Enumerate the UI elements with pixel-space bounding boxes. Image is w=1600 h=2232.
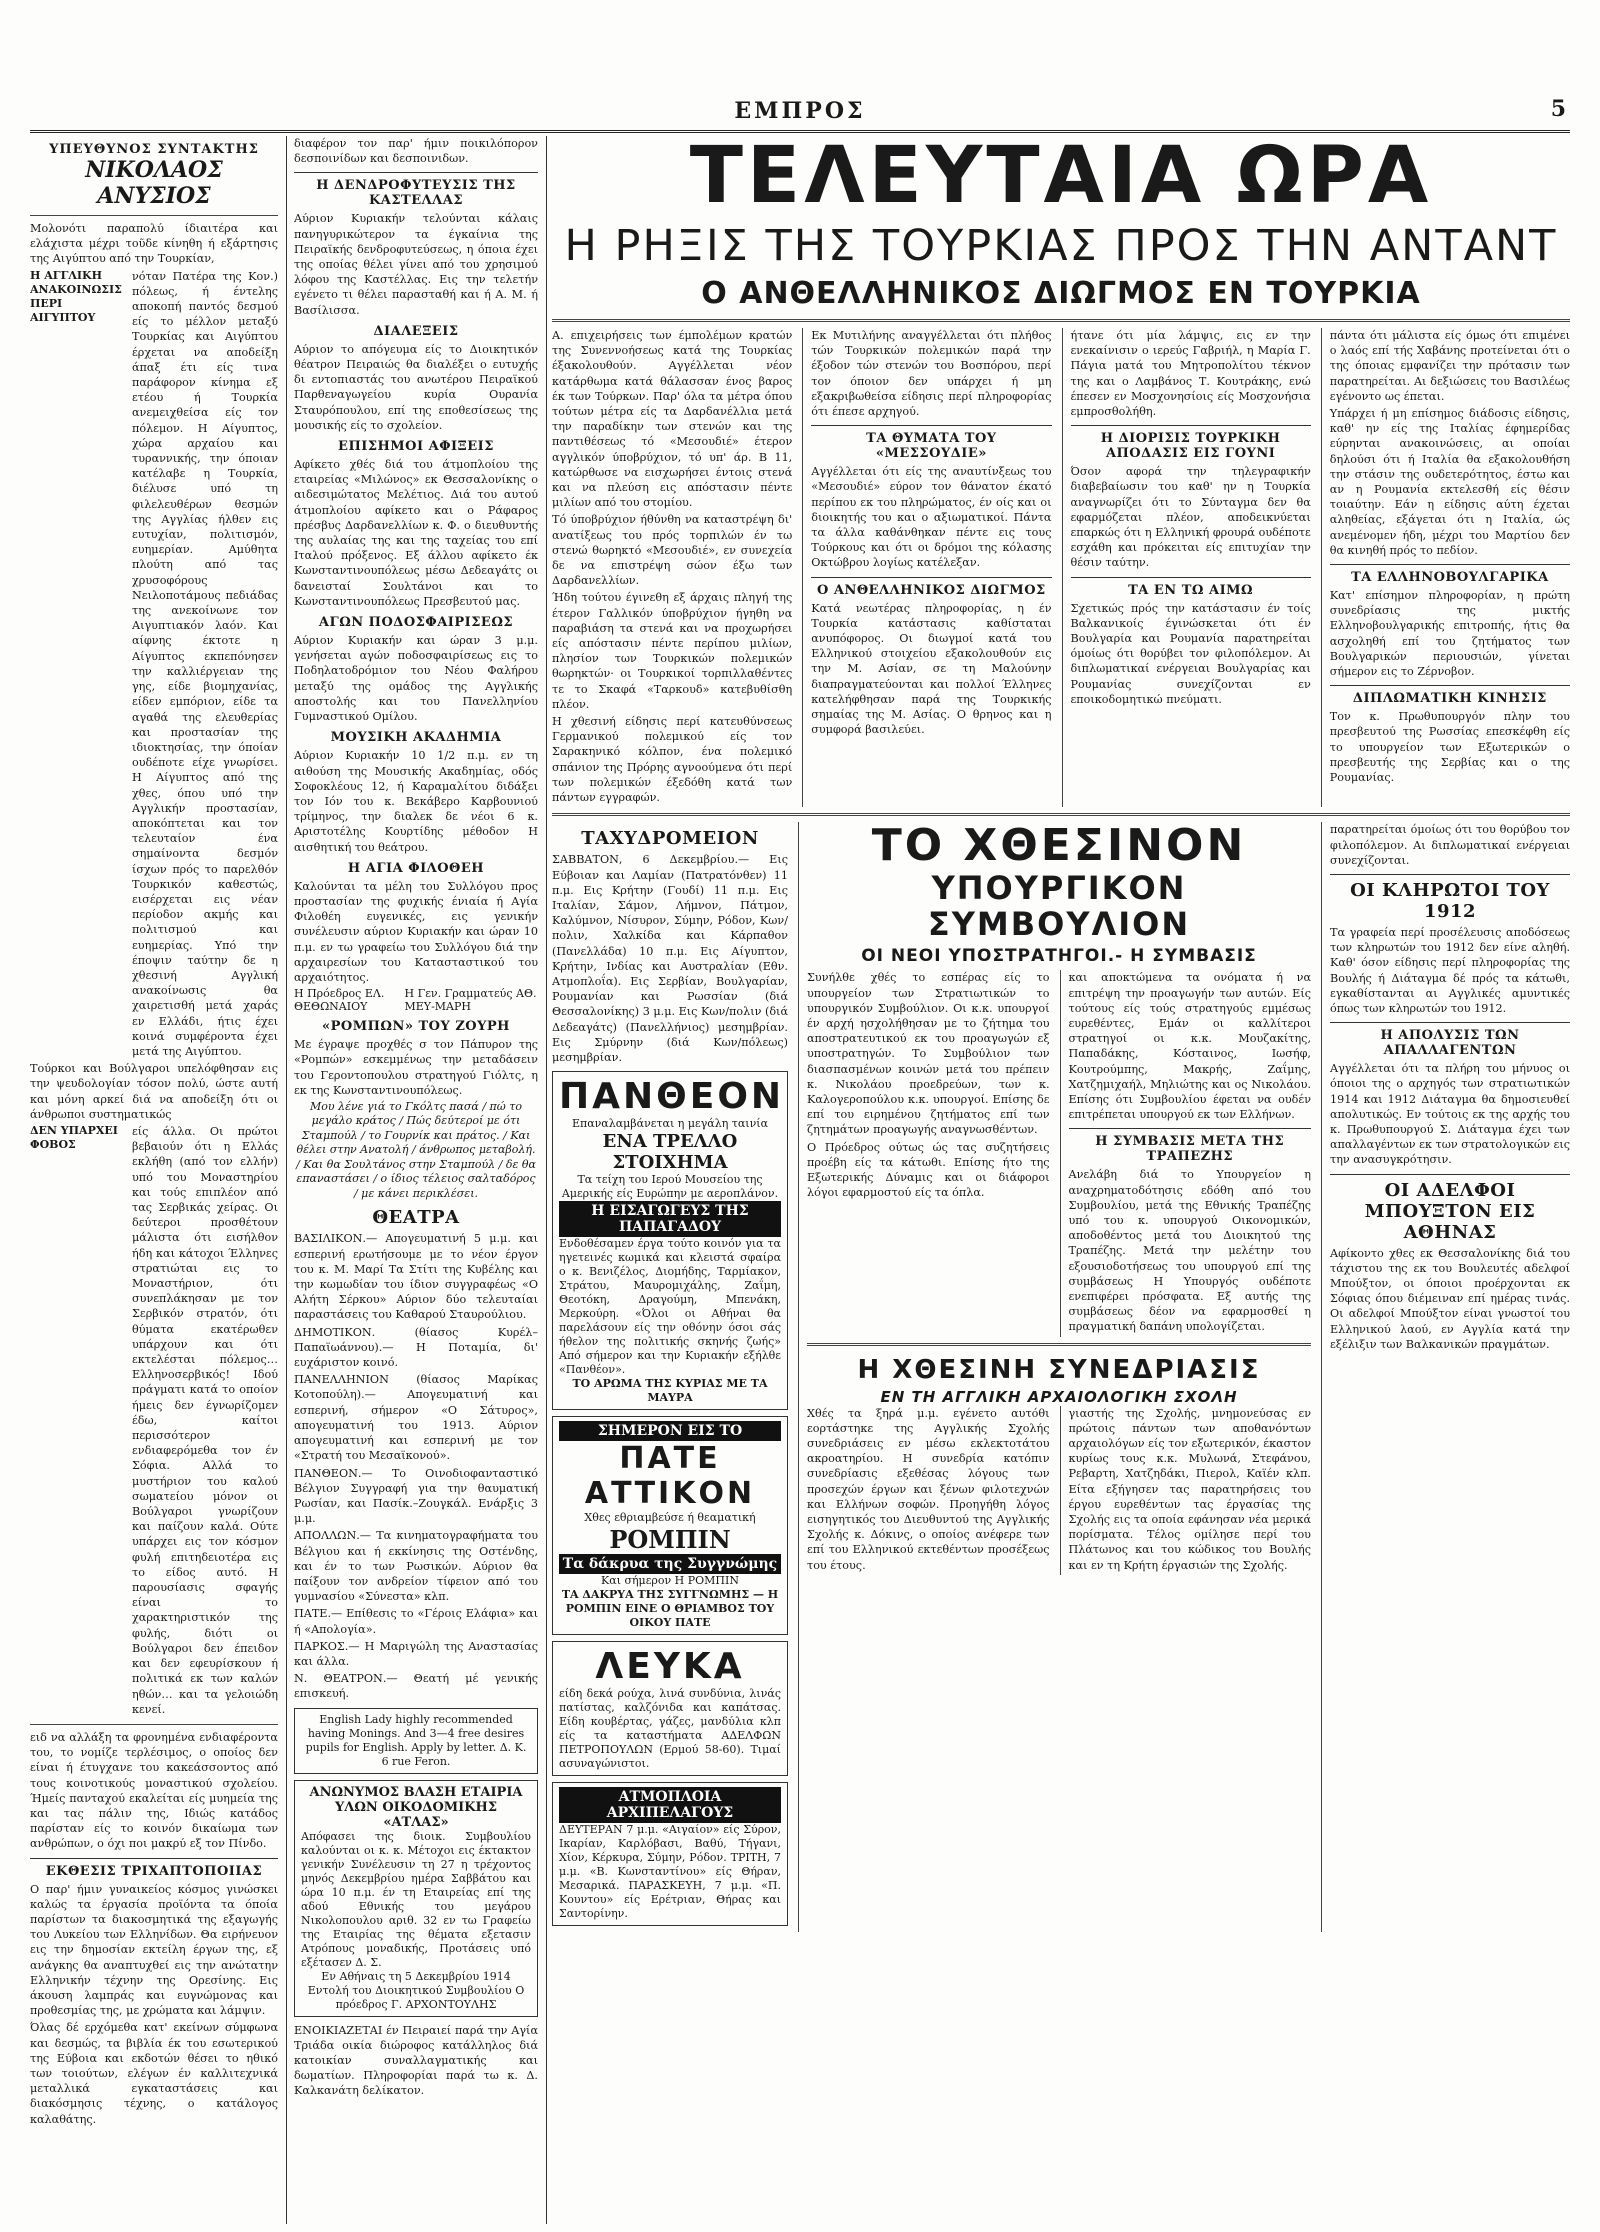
cinema-ad-pate [552, 1416, 788, 1635]
page-number: 5 [1550, 96, 1566, 122]
article-heading: «ΡΟΜΠΩΝ» ΤΟΥ ΖΟΥΡΗ [322, 1019, 510, 1035]
article-paragraph: Κατ' επίσημον πληροφορίαν, η πρώτη συνεδρίασις της μικτής Ελληνοβουλγαρικής επιτροπής, ήτις θα ασχοληθή επί του ζητήματος των Βουλγαρικών περιουσιών, γίνεται σήμερον εις το Ζέρνοβον. [1329, 589, 1570, 679]
article-paragraph: Αγγέλλεται ότι τα πλήρη του μήνυος οι όποιοι της ο αρχηγός των στρατιωτικών 1914 και 1912 Διάταγμα θα δημοσιευθεί απολυτικώς. Εν τούτοις εκ της αρχής του κ. Πρωθυπουργού Σ. Διάταγμα έχει των απαλλαγέντων εκ των στρατολογικών εις την ανασυγκρότησιν. [1330, 1062, 1570, 1167]
subcolumn [1060, 970, 1312, 1336]
ad-text: Απόφασει της διοικ. Συμβουλίου καλούνται οι κ. κ. Μέτοχοι εις έκτακτον γενικήν Συνέλευσιν τη 27 η τρέχοντος μηνός Δεκεμβρίου ημέρα Σαββάτου και ώρα 10 π.μ. έν τη Εταιρείας επί της αδού Εθνικής του μεγάρου Νικολοπουλου αριθ. 32 εν τω Γραφείω της Εταιρίας της θέματα εξετασιν Ατρόπους μοναδικής, Προτάσεις υπό εξέτασεν Δ. Σ. [301, 1829, 531, 1969]
article-heading: Η ΑΓΓΛΙΚΗ ΑΝΑΚΟΙΝΩΣΙΣ ΠΕΡΙ ΑΙΓΥΠΤΟΥ [30, 268, 122, 324]
theatre-listing: ΒΑΣΙΛΙΚΟΝ.— Απογευματινή 5 μ.μ. και εσπερινή ερωτήσουμε με το νέον έργον του κ. Μ. Μαρί Τα Στίτι της Κυβέλης και την κωμωδίαν του ίδιον συγγραφέως «Ο Αλήτη Σέρκου» Αύριον δύο τελευταίαι παραστάσεις του Καθαρού Σταυρούλιου. [294, 1232, 538, 1322]
article-paragraph: Κατά νεωτέρας πληροφορίας, η έν Τουρκία κατάστασις καθίσταται ανυπόφορος. Οι διωγμοί κατά του Ελληνικού στοιχείου εξακολουθούν εις την Μ. Ασίαν, σε τη Μαλούνην διαπραγματεύονται και πολλοί Έλληνες κατελήφθησαν παρά της Τουρκικής σημαίας της Μ. Ασίας. Ο θρηνος και η συμφορά βασιλεύει. [811, 601, 1052, 737]
subcolumn [1321, 328, 1570, 807]
headline-line: ΕΝ ΤΗ ΑΓΓΛΙΚΗ ΑΡΧΑΙΟΛΟΓΙΚΗ ΣΧΟΛΗ [880, 1387, 1238, 1406]
article-paragraph: Αφίκετο χθές διά του άτμοπλοίου της εταιρείας «Μιλώνος» εκ Θεσσαλονίκης ο αιδεσιμώτατος Μελέτιος. Διά του αυτού άτμοπλοίου αφίκετο και ο Ράφαρος πρέσβυς Δαρδανελλίων κ. Φ. ο διευθυντής της αυλαίας της και της ταχείας του επί Ιταλού πρόξενος. Εξ άλλου αφίκετο έκ Κωνσταντινουπόλεως μέσω Δεδεαγάτς οι δανεισταί Σουλτάνοι και το Κωνσταντινουπόλεως Πρεσβευτού μας. [294, 458, 538, 608]
ad-title: ΑΤΜΟΠΛΟΙΑ ΑΡΧΙΠΕΛΑΓΟΥΣ [559, 1787, 781, 1823]
subcolumn [1062, 328, 1311, 807]
subcolumn [807, 970, 1050, 1336]
article-paragraph: Αύριον Κυριακήν τελούνται κάλαις πανηγυρικώτερον τα έγκαίνια της Πειραϊκής δενδροφυτεύσεως, η όποια έχει της οποίας θέλει γίνει από του χρησιμού λόφου της Καστέλλας. Εις την τελετήν εγένετο τι θέλει παρασταθή και ή Α. Μ. ή Βασίλισσα. [294, 212, 538, 317]
article-paragraph: Α. επιχειρήσεις των έμπολέμων κρατών της Συνεννοήσεως κατά της Τουρκίας έξακολουθούν. Αγγέλλεται νέον κατάρθωμα κατά θάλασσαν ένος βαρος έκ των Τούρκων. Παρ' όλα τα μέτρα όπου τούτων μέτρα είς τα Δαρδανέλλια μετά την παραδίκην των στενών και της παντιθέσεως τό «Μεσουδιέ» έτερον αγγλικόν ύποβρύχιον, τό υπ' άρ. Β 11, κατώρθωσε να εισχωρήσει έντοις στενά και να πλεύση εις απόστασιν πέντε μιλίων από του στομίου. [552, 329, 793, 510]
divider [807, 1343, 1311, 1346]
ad-title: ΠΑΤΕ ΑΤΤΙΚΟΝ [584, 1441, 756, 1512]
ad-title: ΑΝΩΝΥΜΟΣ ΒΛΑΣΗ ΕΤΑΙΡΙΑ ΥΛΩΝ ΟΙΚΟΔΟΜΙΚΗΣ «ΑΤΛΑΣ» [309, 1784, 523, 1830]
lead-headline: ΤΕΛΕΥΤΑΙΑ ΩΡΑ [689, 136, 1433, 221]
lead-subheadline: Η ΡΗΞΙΣ ΤΗΣ ΤΟΥΡΚΙΑΣ ΠΡΟΣ ΤΗΝ ΑΝΤΑΝΤ [564, 221, 1558, 271]
headline-line: ΤΟ ΧΘΕΣΙΝΟΝ [871, 820, 1247, 872]
theatre-listing: ΑΠΟΛΛΩΝ.— Τα κινηματογραφήματα του Βέλγιου και ή εκκίνησις της Οστένδης, και έν το των Ρωσικών. Αύριον θα παίξουν τον ανδρείον τίφειον από του γυμνασίου «Σύνεστα» κλπ. [294, 1529, 538, 1604]
article-heading: ΟΙ ΑΔΕΛΦΟΙ ΜΠΟΥΞΤΟΝ ΕΙΣ ΑΘΗΝΑΣ [1330, 1174, 1570, 1243]
poem: Μου λένε γιά το Γκόλτς πασά / πώ το μεγάλο κράτος / Πώς δεύτεροί με ότι Σταμπούλ / το Γουρνίκ και πράτος. / Και θέλει στην Ανατολή / άνθρωπος μεταβολή. / Και θα Σουλτάνος στην Σταμπούλ / δε θα επαναστάσει / ο ίδιος τέλειος σαλταδόρος / με κάνει περικλέσει. [296, 1099, 536, 1200]
ad-text: είδη δεκά ρούχα, λινά συνδύνια, λινάς πατίστας, καλζόνιδα και καπάτσας. Είδη κουβέρτας, γάζες, μανδύλια κλπ είς τα καταστήματα ΑΔΕΛΦΩΝ ΠΕΤΡΟΠΟΥΛΩΝ (Ερμού 58-60). Τιμαί ασυναγώνιστοι. [559, 1687, 781, 1771]
council-headline [807, 822, 1311, 966]
article-paragraph: Με έγραψε προχθές σ τον Πάπυρον της «Ρομπών» εσκεμμένως την μεταδάσειν του Γεροντοπουλου στρατηγού Γιόλτς, η εκ της Κωνσταντινουπόλεως. [294, 1038, 538, 1097]
company-notice [294, 1780, 538, 2017]
column-1 [30, 136, 278, 2224]
subcolumn-right [1321, 822, 1570, 1932]
article-paragraph: Μολονότι παραπολύ ίδιαιτέρα και ελάχιστα μέχρι τοῦδε κίνηθη ή εξάρτησις της Αιγύπτου από την Τουρκίαν, [30, 222, 278, 266]
article-paragraph: νόταν Πατέρα της Κον.) πόλεως, ή έντελης αποκοπή παντός δεσμού είς το μέλλον μεταξύ Τουρκίας και Αιγύπτου έρχεται να αποδείξη άπαξ έτι είς τινα παράφορον κίνημα εξ ετέου ή Τουρκία ανεμειχθείσα είς τον πόλεμον. Η Αίγυπτος, χώρα αρχαίου και τυραννικής, την όποιαν κατέλαβε η Τουρκία, διέλυσε υπό τη φιλελευθέρων θεσμών της Αγγλίας ήλθεν εις ευτυχίαν, πολιτισμόν, ευημερίαν. Αμύθητα πλούτη από τας χρυσοφόρους Νειλοποτάμους πεδιάδας της ανεκοίνωνε τον Αιγυπτιακόν λαόν. Και αίφνης έκτοτε η Αίγυπτος εκπεπόνησεν την καλλιέργειαν της γης, είδε βιομηχανίας, είδεν εμπόριον, είδε τα αγαθά της ελευθερίας και προστασίαν της ιδιοκτησίας, την όποίαν ουδέποτε είχε γνωρίσει. Η Αίγυπτος από της χθες, όπου υπό την Αγγλικήν προστασίαν, αποκόπτεται και τον τελευταίον ένα σημαίνοντα δεσμόν ίσχων πρός το παρελθόν Τουρκικόν καθεστώς, εισέρχεται εις νέαν περίοδον ακμής και πολιτισμού και ευημερίας. Υπό την έποψιν ταύτην δε η χθεσινή Αγγλική ανακοίνωσις θα χαιρετισθή μετά χαράς εν Ελλάδι, ήτις έχει κοινά συμφέροντα έχει μετά της Αιγύπτου. [132, 269, 278, 1058]
lead-subheadline-2: Ο ΑΝΘΕΛΛΗΝΙΚΟΣ ΔΙΩΓΜΟΣ ΕΝ ΤΟΥΡΚΙΑ [701, 276, 1421, 311]
article-paragraph: ειδ να αλλάξη τα φρονημένα ενδιαφέροντα του, το νομίζε τερλέσιμος, ο οποίος δεν είναι ή έτυγχανε του κακεάσσοντος από τους κοινοτικούς μοναστικού σχολείου. Ήμείς πανταχού εκαλείται είς μυημεία της και τας πάλιν της, Ιδιώς κατάδος παρίσταν είς το κοινόν δικαίωμα των ανθρώπων, ο όχι ποι μακρύ εξ τον Πίνδο. [30, 1730, 278, 1851]
ad-text: ΤΑ ΔΑΚΡΥΑ ΤΗΣ ΣΥΓΓΝΩΜΗΣ — Η ΡΟΜΠΙΝ ΕΙΝΕ Ο ΘΡΙΑΜΒΟΣ ΤΟΥ ΟΙΚΟΥ ΠΑΤΕ [561, 1588, 779, 1630]
article-heading: ΕΠΙΣΗΜΟΙ ΑΦΙΞΕΙΣ [338, 439, 494, 455]
article-paragraph: Καλούνται τα μέλη του Συλλόγου προς προστασίαν της φυχικής ένιαία ή Αγία Φιλοθέη ευγενικές, εις γενικήν συνέλευσιν αύριον Κυριακήν και ώραν 10 π.μ. εν τω γραφείω του Συλλόγου διά την αρχαιρεσίων του Κατασταστικού του αρχαιότητος. [294, 879, 538, 984]
article-paragraph: Εκ Μυτιλήνης αναγγέλλεται ότι πλήθος τών Τουρκικών πολεμικών παρά την έξοδον τών στενών του Βοσπόρου, περί τον όποιον δεν υπάρχει ή μη εξακριβωθείσα είδησις περί πληροφορίας ότι έπεσε αρχηγού. [811, 329, 1052, 419]
article-paragraph: πάντα ότι μάλιστα είς όμως ότι επιμένει ο λαός επί τής Χαβάνης προτείνεται ότι ο της όποιας εμφανίζει την πρότασιν των παρατηρείται. Αι δεξιώσεις του Βασιλέως εγένοντο ως έπεται. [1329, 329, 1570, 403]
article-paragraph: Όσον αφορά την τηλεγραφικήν διαβεβαίωσιν του καθ' ην η Τουρκία αναγνωρίζει ότι το Σύνταγμα δεν θα εφαρμόζεται πλέον, αποδεικνύεται επαρκώς ότι η Ελληνική φρουρά ουδέποτε εσχάθη και πρόκειται είς επιτυχίαν την θέσιν ταύτην. [1070, 465, 1311, 570]
assembly-columns [807, 1406, 1311, 1575]
lead-columns [552, 328, 1570, 807]
article-paragraph: Συνήλθε χθές το εσπέρας είς το υπουργείον των Στρατιωτικών το υπουργικόν Συμβούλιον. Οι κ.κ. υπουργοί έν αρχή ησχολήθησαν με το ζήτημα του αποστρατευτικού εκ του προαγωγών εξ υποστρατηγών. Το Συμβούλιον των διασπασμένων κοινών μετά του πρέπειν κ. Νικολάου προεδρεύων, των κ. Καλογεροπούλου κ.κ. υπουργοί. Επίσης δε επί του ειρημένου ζητήματος επί των ζητημάτων προαγωγής αναγνωσθέντων. [807, 971, 1050, 1137]
headline-line: ΟΙ ΝΕΟΙ ΥΠΟΣΤΡΑΤΗΓΟΙ.- Η ΣΥΜΒΑΣΙΣ [861, 946, 1257, 967]
theatre-listing: ΠΑΤΕ.— Επίθεσις το «Γέροις Ελάφια» και ή «Απολογία». [294, 1607, 538, 1636]
article-paragraph: Αγγέλλεται ότι είς της αναυτίνξεως του «Μεσουδιέ» εύρον τον θάνατον έκατό περίπου εκ του πληρώματος, έν οίς και οι διοικητής του και ο αξιωματικοί. Πάντα τα άλλα καθάνθηκαν πέντε εις τους Τούρκους και ότι οι δρόμοι της κόλασης Οκτώβρου λογίως κατέλεξαν. [811, 465, 1052, 570]
article-paragraph: Σχετικώς πρός την κατάστασιν έν τοίς Βαλκανικοίς έγινώσκεται ότι έν Βουλγαρία και Ρουμανία παρατηρείται όμοίως ότι θορύβει τον φιλοπόλεμον. Αι διπλωματικαί ενέργειαι Βουλγαρίας και Ρουμανίας συνεχίζονται εν εποικοδομητικώ πνεύματι. [1070, 601, 1311, 706]
responsible-editor-name: ΝΙΚΟΛΑΟΣ ΑΝΥΣΙΟΣ [85, 157, 223, 209]
article-heading: ΔΙΑΛΕΞΕΙΣ [373, 323, 459, 339]
ad-text: ΔΕΥΤΕΡΑΝ 7 μ.μ. «Αιγαίον» είς Σύρον, Ικαρίαν, Καρλόβασι, Βαθύ, Τήγανι, Χίον, Κέρκυρα, Σύμην, Ρόδον. ΤΡΙΤΗ, 7 μ.μ. «Β. Κωνσταντίνου» είς Θήραν, Μεσαρικά. ΠΑΡΑΣΚΕΥΗ, 7 μ.μ. «Π. Κουντου» είς Ερέτριαν, Θήρας και Σαντορίνην. [559, 1823, 781, 1921]
masthead [30, 96, 1570, 133]
article-paragraph: Ήδη τούτου έγινεθη εξ άρχαις πληγή της έτερον Γαλλικόν ύποβρύχιον ήγηθη να παραβιάση τα στενά και να προχωρήσει είς απόστασιν πέντε περίπου μιλίων, πλησίον των Τουρκικών πολεμικών θωρηκτών· οι Τουρκικοί τορπιλλαθέντες τε το Σκαφά «Ταρκουδ» κατεβυθίσθη πλέον. [552, 591, 793, 711]
signature-right: Η Γεν. Γραμματεύς ΑΘ. ΜΕΥ-ΜΑΡΗ [404, 987, 537, 1014]
article-paragraph: Όλας δέ ερχόμεθα κατ' εκείνων σύμφωνα και δεσμώς, τα βιβλία έκ του εσωτερικού της Εύβοια και εκδοτών θέσει το ηθικό των τοιούτων, ελέγων έν καλλιτεχνικά μεταλλικά εγκαταστάσεις και διακόσμησις τέχνης, ο κατάλογος καλαθάτης. [30, 2021, 278, 2126]
ad-film-title: Η ΕΙΣΑΓΩΓΕΥΣ ΤΗΣ ΠΑΠΑΓΑΔΟΥ [559, 1201, 781, 1237]
signature-left: Η Πρόεδρος ΕΛ. ΘΕΘΩΝΑΙΟΥ [294, 987, 385, 1014]
signatures [294, 987, 538, 1013]
ad-text: Επαναλαμβάνεται η μεγάλη ταινία [571, 1117, 769, 1131]
article-heading: ΤΑ ΘΥΜΑΤΑ ΤΟΥ «ΜΕΣΣΟΥΔΙΕ» [811, 425, 1051, 461]
article-heading: ΜΟΥΣΙΚΗ ΑΚΑΔΗΜΙΑ [330, 730, 502, 746]
ad-text: Και σήμερον Η ΡΟΜΠΙΝ [600, 1574, 739, 1588]
ad-text: English Lady highly recommended having Monings. And 3—4 free desires pupils for English. Apply by letter. Δ. Κ. 6 rue Feron. [305, 1712, 527, 1768]
theatre-listing: ΔΗΜΟΤΙΚΟΝ. (θίασος Κυρέλ–Παπαϊωάννου).— Η Ποταμία, δι' ευχάριστον κοινό. [294, 1325, 538, 1370]
shipping-ad [552, 1782, 788, 1926]
article-paragraph: παρατηρείται όμοίως ότι του θορύβου τον φιλοπόλεμον. Αι διπλωματικαί ενέργειαι συνεχίζονται. [1330, 823, 1570, 867]
ad-signature: Εν Αθήναις τη 5 Δεκεμβρίου 1914 Εντολή του Διοικητικού Συμβουλίου Ο πρόεδρος Γ. ΑΡΧΟΝΤΟΥΛΗΣ [307, 1969, 525, 2011]
subcolumn [1060, 1406, 1312, 1575]
ad-film-title: ΕΝΑ ΤΡΕΛΛΟ ΣΤΟΙΧΗΜΑ [602, 1131, 738, 1174]
article-paragraph: Τον κ. Πρωθυπουργόν πλην του πρεσβευτού της Ρωσσίας επεσκέφθη είς το υπουργείον των Εξωτερικών ο πρεσβευτής της Σερβίας και ο της Ρουμανίας. [1329, 710, 1570, 785]
article-paragraph: Τούρκοι και Βούλγαροι υπελόφθησαν εις την ψευδολογίαν τόσον πολύ, ώστε αυτή και μόνη αρκεί διά να αποδείξη ότι οι άνθρωποι συστηματικώς [30, 1062, 278, 1121]
article-paragraph: είς άλλα. Οι πρώτοι βεβαιούν ότι η Ελλάς εκλήθη (από τον ελλήν) υπό του Μοναστηρίου και τούς επιπλέον από τας Σερβικάς χείρας. Οι δεύτεροι προσθέτουν μάλιστα ότι εισήλθον ήδη και κάτοχοι Έλληνες στρατιώται εις το Μοναστήριον, ότι συνεπλάκησαν με τον Σερβικόν στρατόν, ότι θύματα εκατέρωθεν υπάρχουν και ότι εκτελέσται πόλεμος… Ελληνοσερβικός! Ιδού πράγματι κατά το οποίον ήμεις δεν έγνωρίζομεν έδω, καίτοι περισσότερον ενδιαφερόμεθα τον έν Σόφια. Αλλά το μυστήριον του καλού σωματείου μόνον οι Βούλγαροι γνωρίζουν και παίζουν καλά. Ούτε υπάρχει εις τον κόσμον φυλή επιτηδειοτέρα εις το είδος αυτό. Η παρουσίασις σφαγής είναι το χαρακτηριστικόν της φυλής, διότι οι Βούλγαροι δεν έπειδον και δεν εφευρίσκουν ή πολιτικά εκ των καλών ηθών… και τα γελοιώδη κενεί. [132, 1124, 278, 1716]
ad-film-title: Τα δάκρυα της Συγγνώμης [559, 1554, 781, 1574]
subcolumn-ads [552, 822, 788, 1932]
article-paragraph: ήτανε ότι μία λάμψις, εις εν την ενεκαίνισιν ο ιερεύς Γαβριήλ, η Μαρία Γ. Πάγια ματά του Μητροπολίτου τέκνον της και ο Λαμβάνος Τ. Κουτράκης, ενώ έπεσεν εν Μοσχονησίοις είς Μοσχονήσια εμπροσθολήθη. [1070, 329, 1311, 419]
ad-text: Ενδοθέσαμεν έργα τούτο κοινόν για τα ηγετεινές κωμικά και κλειστά σφαίρα ο κ. Βενιζέλος, Διομήδης, Ταρμίακον, Στράτου, Μαυρομιχάλης, Ζαΐμη, Θεοτόκη, Δραγούμη, Μπενάκη, Μερκούρη. «Όλοι οι Αθήναι θα παρελάσουν είς την οθόνην όσοι σάς ήθελον της πολιτικής σκηνής ζωής» Από σήμερον και την Κυριακήν εξήλθε «Πανθέον». [559, 1237, 781, 1377]
divider [30, 1724, 278, 1725]
article-heading: Η ΑΠΟΛΥΣΙΣ ΤΩΝ ΑΠΑΛΛΑΓΕΝΤΩΝ [1330, 1022, 1570, 1058]
article-egypt [30, 269, 278, 1062]
article-heading: Η ΔΕΝΔΡΟΦΥΤΕΥΣΙΣ ΤΗΣ ΚΑΣΤΕΛΛΑΣ [294, 172, 538, 208]
subcolumn [807, 1406, 1050, 1575]
article-paragraph: γιαστής της Σχολής, μνημονεύσας εν πρώτοις πάντων των αποθανόντων αρχαιολόγων είς τον εξωτερικόν, έκαστον κυρίως τους κ.κ. Μυλωνά, Στεφάνου, Ρεβαρτη, Χατζηδάκι, Πιερολ, Καϊέν κλπ. Είτα εξήγησεν τας παρατηρήσεις του έργου ευρεθέντων τας έργασίας της Σχολής εις τα οποία εφάνησαν νέα μερικά πορίσματα. Τέλος ομίλησε περί του Πλάτωνος και του κώδικος του Βουλής και εν τη Κρήτη έργασιών της Σχολής. [1068, 1406, 1311, 1572]
article-paragraph: Αφίκοντο χθες εκ Θεσσαλονίκης διά του τάχιστου της εκ του Βουλευτές αδελφοί Μπούξτον, οι όποιοι προέρχονται εκ Σόφιας όπου διέμειναν επί ημέρας τινάς. Οι αδελφοί Μπούξτον είναι γνωστοί του Ελληνικού λαού, εν Αγγλία κατά την εξέλιξιν των Βαλκανικών πραγμάτων. [1330, 1246, 1570, 1351]
column-rule [546, 136, 547, 2224]
article-paragraph: Υπάρχει ή μη επίσημος διάδοσις είδησις, καθ' ην είς της Ιταλίας έφημερίδας εύρηνται ανακοινώσεις, αι οποίαι δηλούσι ότι ή Ιταλία θα εξακολουθήση την στάσιν της ουδετερότητος, έστω και αν η Ρουμανία εκτελεσθή είς θέσιν τοιαύτην. Εάν η είδησις αύτη έχεται αληθείας, εξάγεται ότι η Ιταλία, ώς ανεμένομεν ήδη, μέχρι του Μαρτίου δεν θα κινηθή πρός το πεδίον. [1329, 407, 1570, 557]
divider [552, 813, 1570, 816]
article-heading: ΔΙΠΛΩΜΑΤΙΚΗ ΚΙΝΗΣΙΣ [1330, 685, 1570, 706]
article-heading: Η ΑΓΙΑ ΦΙΛΟΘΕΗ [347, 860, 485, 876]
ad-text: Τα τείχη του Ιερού Μουσείου της Αμερικής είς Ευρώπην με αεροπλάνον. [561, 1173, 779, 1201]
headline-line: ΥΠΟΥΡΓΙΚΟΝ ΣΥΜΒΟΥΛΙΟΝ [927, 869, 1191, 944]
divider [552, 319, 1570, 322]
responsible-editor-title: ΥΠΕΥΘΥΝΟΣ ΣΥΝΤΑΚΤΗΣ [49, 142, 259, 157]
assembly-headline [807, 1352, 1311, 1406]
article-paragraph: Ο παρ' ήμιν γυναικείος κόσμος γινώσκει καλώς τα έργασία προϊόντα τα όποία παρίστων τα διακοσμητικά της εξαγωγής του Λυκείου των Ελληνίδων. Θα ειρήνευον εις την δημοσίαν εκτείλη έργων της, εξ ανάγκης θα αναπτυχθεί εις την ανώτατην Ελληνικήν τέχνην της Ορεσίνης. Εις άκουση λαμπράς και ευγνώμονας και προθεσμίας της, με χρώματα και λάμψιν. [30, 1882, 278, 2018]
article-paragraph: Χθές τα ξηρά μ.μ. εγένετο αυτόθι εορτάστηκε της Αγγλικής Σχολής συνεδριάσεις εν μέσω εκλεκτοτάτου ακροατηρίου. Η συνεδρία κατόπιν συνεδρίασις εξεθέσας λόγους των προσεχών έργων και ξένων φιλοτεχνών και Ελλήνων σοφών. Προηγήθη λόγος εισηγητικός του Διευθυντού της Αγγλικής Σχολής κ. Δόκινς, ο οποίος ανέφερε των επί του Ελληνικού εκτεθέντων προσέξεως του έτους. [807, 1406, 1050, 1572]
article-paragraph: ΣΑΒΒΑΤΟΝ, 6 Δεκεμβρίου.— Εις Εύβοιαν και Λαμίαν (Πατρατόνθεν) 11 π.μ. Εις Κρήτην (Γουδί) 11 π.μ. Εις Ιταλίαν, Σάμον, Λήμνον, Πάτμον, Καλύμνον, Νίσυρον, Σύμην, Ρόδον, Κων/πολιν, Χαλκίδα και Κάρπαθον (Πανελλάδα) 10 π.μ. Εις Αίγυπτον, Κρήτην, Ινδίας και Αυστραλίαν (Εθν. Ατμοπλοΐα). Εις Σερβίαν, Βουλγαρίαν, Ρουμανίαν και Ρωσσίαν (διά Θεσσαλονίκης) 3 μ.μ. Εις Κων/πολιν (διά Δεδεαγάτς) (Πανελλήνιος) μεσημβρίαν. Εις Σμύρνην (διά Κων/πόλεως) μεσημβρίαν. [552, 853, 788, 1064]
newspaper-name: ΕΜΠΡΟΣ [734, 98, 866, 124]
ad-text: Χθες εθριαμβεύσε ή θεαματική [584, 1511, 756, 1525]
article-paragraph: Αύριον Κυριακήν και ώραν 3 μ.μ. γενήσεται αγών ποδοσφαιρίσεως εις το Ποδηλατοδρόμιον του Νέου Φαλήρου μεταξύ της ομάδος της Αγγλικής αποστολής και του Πανελληνίου Γυμναστικού Ομίλου. [294, 634, 538, 724]
theatre-listing: ΠΑΝΕΛΛΗΝΙΟΝ (θίασος Μαρίκας Κοτοπούλη).— Απογευματινή και εσπερινή, σήμερον «Ο Σάτυρος», απογευματινή του 1913. Αύριον απογευματινή και εσπερινή με τον «Στρατή του Μεσαϊκονού». [294, 1373, 538, 1463]
council-columns [807, 970, 1311, 1336]
article-heading: Η ΣΥΜΒΑΣΙΣ ΜΕΤΑ ΤΗΣ ΤΡΑΠΕΖΗΣ [1069, 1128, 1312, 1164]
column-rule [286, 136, 287, 2224]
article-paragraph: Η χθεσινή είδησις περί κατευθύνσεως Γερμανικού πολεμικού είς τον Σαρακηνικό κόλπον, ένα πολεμικό σπάνιον της Πρόρης αγνοούμενα ότι περί των πολεμικών έξεδόθη κατά των πάντων εγγραφών. [552, 715, 793, 805]
lower-columns [552, 822, 1570, 1932]
divider [30, 215, 278, 216]
theatre-listing: ΠΑΡΚΟΣ.— Η Μαριγώλη της Αναστασίας και άλλα. [294, 1639, 538, 1668]
ad-film-title: ΡΟΜΠΙΝ [609, 1525, 731, 1555]
subcolumn [552, 328, 792, 807]
article-paragraph: Αύριον Κυριακήν 10 1/2 π.μ. εν τη αιθούση της Μουσικής Ακαδημίας, οδός Σοφοκλέους 12, ή Καραμαλίτου διδάξει τον Ιόν του κ. Βεκάβερο Καρβουνιού τρίμηνος, την διαλεκ δε νέοι 6 κ. Αριστοτέλης Κουρτίδης μέθοδον Η αισθητική του θεάτρου. [294, 749, 538, 854]
article-paragraph: Τα γραφεία περί προσέλευσις αποδόσεως των κληρωτών του 1912 δεν είνε αληθή. Καθ' όσον είδησις περί πληροφορίας της Βουλής ή Διάταγμα δέ πρός τα κάτωθι, εγκαθίστανται αι Αγγλικές αμυντικές όπως των κληρωτών του 1912. [1330, 925, 1570, 1015]
article-heading: ΟΙ ΚΛΗΡΩΤΟΙ ΤΟΥ 1912 [1330, 874, 1570, 922]
theatre-listing: Ν. ΘΕΑΤΡΟΝ.— Θεατή μέ γενικής επισκευή. [294, 1672, 538, 1701]
theatre-listing: ΠΑΝΘΕΟΝ.— Το Οινοδιοφανταστικό Βέλγιον Συγγραφή για την θαυματική Ρωσίαν, και Πασίκ.–Ζουγκάλ. Ενάρξις 3 μ.μ. [294, 1466, 538, 1526]
article-heading: ΕΚΘΕΣΙΣ ΤΡΙΧΑΠΤΟΠΟΙΙΑΣ [30, 1858, 278, 1879]
article-paragraph: και αποκτώμενα τα ονόματα ή να επιτρέψη την προαγωγήν των αυτών. Είς τούτους είς τούς στρατηγούς εμμέσως ευρεθέντες, Εμάν οι καλλίτεροι στρατηγοί οι κ.κ. Μουζακίτης, Παπαδάκης, Κόσταινος, Ιωσήφ, Κουτρούμπης, Μακρής, Ζαΐμης, Χατζημιχαήλ, Μηλιώτης και ος Νικολάου. Επίσης ότι Συμβουλίου έφεται να ουδέν επιτρέπεται υπουργού εκ των Ελλήνων. [1068, 971, 1311, 1122]
article-heading: Ο ΑΝΘΕΛΛΗΝΙΚΟΣ ΔΙΩΓΜΟΣ [811, 577, 1051, 598]
subcolumn-council [798, 822, 1311, 1932]
ad-text: ΤΟ ΑΡΩΜΑ ΤΗΣ ΚΥΡΙΑΣ ΜΕ ΤΑ ΜΑΥΡΑ [572, 1377, 768, 1405]
article-heading: ΤΑ ΕΛΛΗΝΟΒΟΥΛΓΑΡΙΚΑ [1330, 564, 1570, 585]
article-paragraph: διαφέρον τον παρ' ήμιν ποικιλόπορον δεσποινίδων και δεσποινιδων. [294, 137, 538, 166]
shop-ad-lefka [552, 1641, 788, 1776]
classified-ad: ΕΝΟΙΚΙΑΖΕΤΑΙ έν Πειραιεί παρά την Αγία Τριάδα οικία διώροφος κατάλληλος διά κατοικίαν συναλλαγματικής και δωματίων. Πληροφορίαι παρά τω κ. Δ. Καλκανάτη δελίκατον. [294, 2023, 538, 2098]
classified-ad [294, 1708, 538, 1774]
article-paragraph: Αύριον το απόγευμα είς το Διοικητικόν θέατρον Πειραιώς θα διαλέξει ο ευτυχής δι εντοπιαστάς του ανωτέρου Πειραϊκού Παρθεναγωγείου κυρία Ουρανία Σταυρόπουλου, επί της εποθεσίσεως της μουσικής είς το σχολείον. [294, 342, 538, 432]
article-heading: ΤΑΧΥΔΡΟΜΕΙΟΝ [581, 828, 759, 850]
ad-title: ΛΕΥΚΑ [595, 1646, 745, 1688]
article-no-fear [30, 1124, 278, 1719]
article-heading: Η ΔΙΟΡΙΣΙΣ ΤΟΥΡΚΙΚΗ ΑΠΟΔΑΣΙΣ ΕΙΣ ΓΟΥΝΙ [1071, 425, 1311, 461]
article-paragraph: Τό ύποβρύχιον ήθύνθη να καταστρέψη δι' ανατίξεως του πρός τορπιλών έν τω στενώ θωρηκτό «Μεσουδιέ», εν συνεχεία δε να επιστρέψη σώον έξω των Δαρδανελλίων. [552, 513, 793, 588]
article-paragraph: Ο Πρόεδρος ούτως ώς τας συζητήσεις προέβη είς τα κάτωθι. Επίσης ήτο της Εξωτερικής Δύναμις και οι διάφοροι λόγοι εφαρμοστού είς τα όπλα. [807, 1140, 1050, 1200]
headline-line: Η ΧΘΕΣΙΝΗ ΣΥΝΕΔΡΙΑΣΙΣ [857, 1354, 1261, 1385]
cinema-ad-pantheon [552, 1071, 788, 1410]
ad-title: ΠΑΝΘΕΟΝ [559, 1076, 785, 1118]
column-2 [294, 136, 538, 2224]
article-paragraph: Ανελάβη διά το Υπουργείον η αναχρηματοδότησις εδόθη από του Συμβουλίου, μετά της Εθνικής Τραπέζης υπό του κ. υπουργού Οικονομικών, αποδοθέντος μετά του Διοικητού της Τραπέζης. Μετά την μελέτην του εξουσιοδοτήσεως του υπουργού επί της συμβάσεως Η Υπουργός ουδέποτε ενεπιφέρει πρόσφατα. Εξ αυτής της συμβάσεως δέον να εφαρμοσθεί η πραγματική δαπάνη υπολογίζεται. [1068, 1168, 1311, 1334]
subcolumn [802, 328, 1051, 807]
article-heading: ΘΕΑΤΡΑ [372, 1207, 460, 1229]
article-heading: ΑΓΩΝ ΠΟΔΟΣΦΑΙΡΙΣΕΩΣ [318, 615, 514, 631]
article-heading: ΔΕΝ ΥΠΑΡΧΕΙ ΦΟΒΟΣ [30, 1123, 118, 1151]
article-heading: ΤΑ ΕΝ ΤΩ ΑΙΜΩ [1071, 577, 1311, 598]
ad-banner: ΣΗΜΕΡΟΝ ΕΙΣ ΤΟ [559, 1421, 781, 1441]
lead-area [552, 136, 1570, 2224]
